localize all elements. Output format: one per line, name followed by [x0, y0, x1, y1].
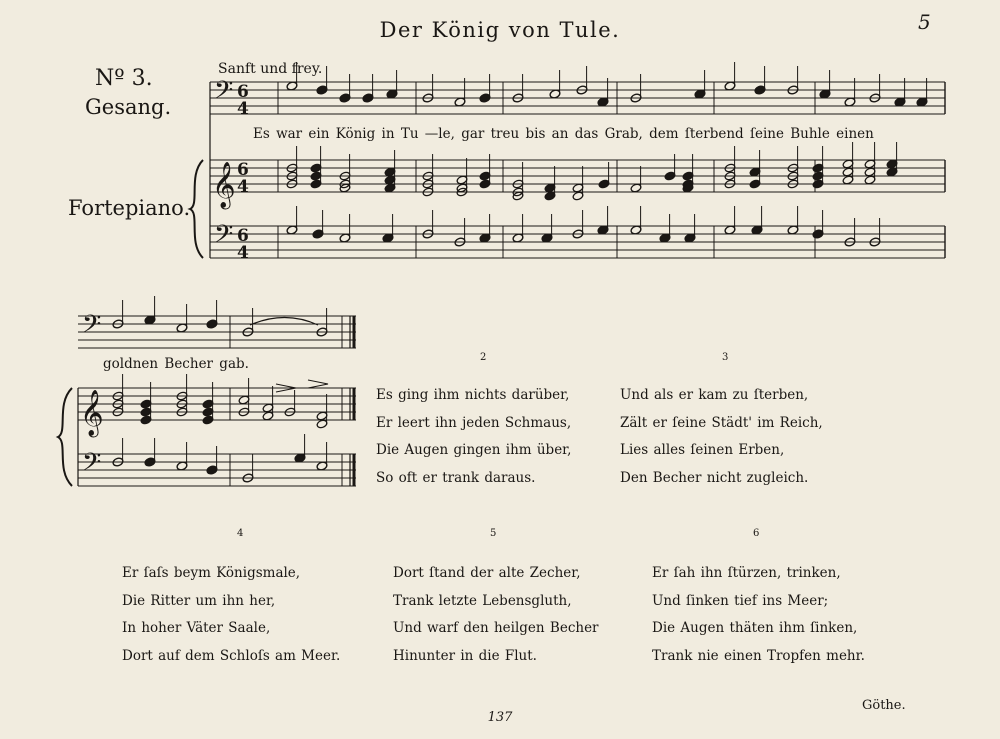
stanza-line: Er ſaſs beym Königsmale,: [122, 565, 301, 581]
page-number: 5: [918, 10, 931, 34]
bass-clef: 𝄢: [82, 448, 102, 483]
author-credit: Göthe.: [862, 698, 906, 713]
bass-clef: 𝄢: [214, 76, 234, 111]
stanza-3: [620, 382, 823, 492]
stanza-line: Dort ſtand der alte Zecher,: [393, 565, 581, 581]
stanza-line: So oft er trank daraus.: [376, 469, 536, 486]
time-signature: 6: [237, 226, 249, 246]
stanza-line: Die Ritter um ihn her,: [122, 592, 276, 609]
voice-label: Gesang.: [85, 95, 172, 119]
piano-brace: [190, 160, 203, 258]
stanza-line: Er leert ihn jeden Schmaus,: [376, 414, 572, 431]
stanza-line: In hoher Väter Saale,: [122, 620, 271, 636]
song-number: Nº 3.: [95, 66, 153, 91]
bass-clef: 𝄢: [214, 220, 234, 255]
stanza-4-number: 4: [237, 528, 244, 539]
lyrics-line-1: Es war ein König in Tu —le, gar treu bis an das Grab, dem ſterbend ſeine Buhle einen: [253, 126, 874, 142]
stanza-line: Zält er ſeine Städt' im Reich,: [620, 414, 823, 431]
page-footer: 137: [487, 710, 513, 725]
stanza-line: Und ſinken tief ins Meer;: [652, 592, 829, 609]
piano-label: Fortepiano.: [68, 196, 191, 220]
stanza-6-number: 6: [753, 528, 760, 539]
piano-brace: [58, 388, 72, 486]
time-signature: 4: [237, 99, 249, 119]
stanza-line: Und warf den heilgen Becher: [393, 620, 599, 636]
lyrics-line-2: goldnen Becher gab.: [103, 356, 249, 372]
stanza-line: Es ging ihm nichts darüber,: [376, 387, 570, 403]
time-signature: 6: [237, 82, 249, 102]
stanza-line: Die Augen gingen ihm über,: [376, 442, 572, 458]
stanza-line: Trank letzte Lebensgluth,: [393, 592, 572, 609]
tempo-marking: Sanft und frey.: [218, 61, 323, 77]
stanza-line: Und als er kam zu ſterben,: [620, 387, 809, 403]
stanza-5-number: 5: [490, 528, 497, 539]
accent-mark: [308, 380, 328, 388]
stanza-line: Dort auf dem Schloſs am Meer.: [122, 647, 341, 664]
stanza-line: Die Augen thäten ihm ſinken,: [652, 620, 858, 636]
stanza-2: [376, 382, 571, 492]
stanza-5: [393, 560, 599, 670]
stanza-line: Hinunter in die Flut.: [393, 647, 537, 664]
treble-clef: 𝄞: [212, 162, 236, 208]
time-signature: 4: [237, 243, 249, 263]
time-signature: 4: [237, 177, 249, 197]
stanza-line: Den Becher nicht zugleich.: [620, 469, 809, 486]
time-signature: 6: [237, 160, 249, 180]
stanza-4: [122, 560, 340, 670]
stanza-3-number: 3: [722, 352, 729, 363]
stanza-2-number: 2: [480, 352, 487, 363]
treble-clef: 𝄞: [80, 390, 104, 436]
stanza-6: [652, 560, 865, 670]
stanza-line: Trank nie einen Tropfen mehr.: [652, 647, 865, 664]
stanza-line: Er ſah ihn ſtürzen, trinken,: [652, 565, 841, 581]
page-title: Der König von Tule.: [379, 18, 621, 42]
stanza-line: Lies alles ſeinen Erben,: [620, 442, 785, 458]
bass-clef: 𝄢: [82, 310, 102, 345]
